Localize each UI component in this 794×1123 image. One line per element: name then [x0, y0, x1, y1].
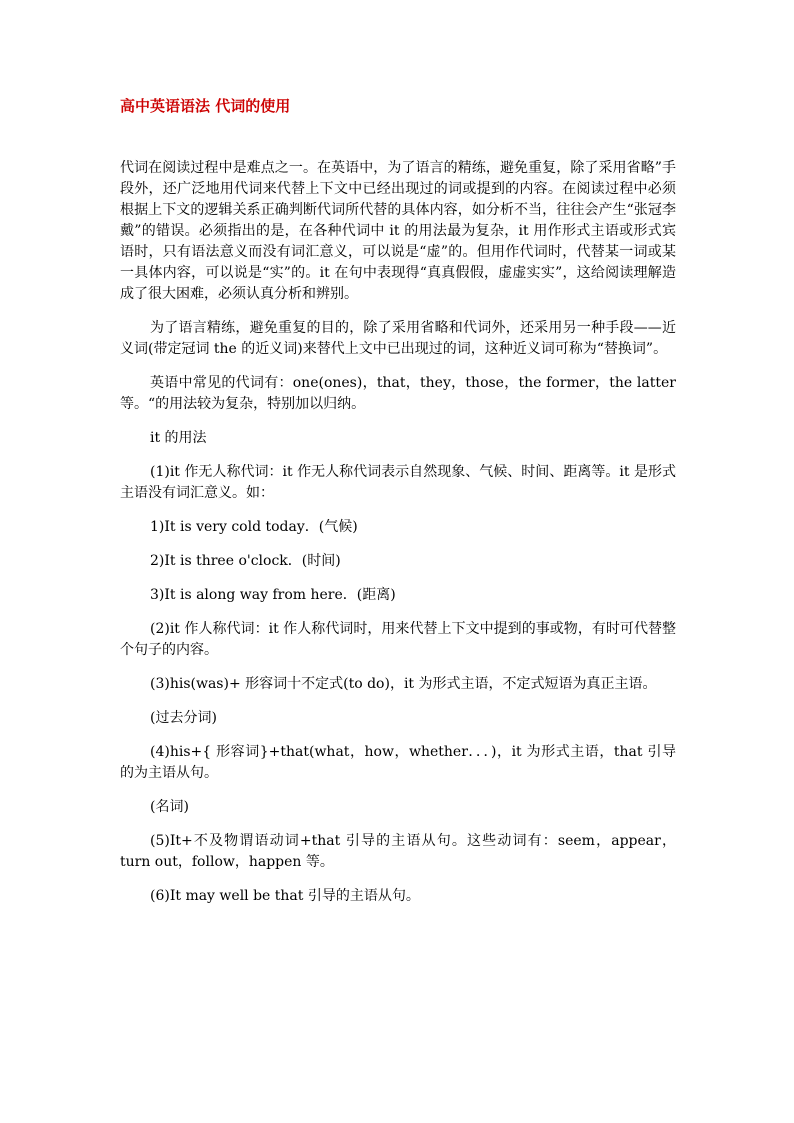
rule-3-note: (过去分词) — [150, 710, 217, 726]
example-1: 1)It is very cold today．(气候) — [150, 519, 358, 535]
rule-5-paragraph: (5)It+不及物谓语动词+that 引导的主语从句。这些动词有：seem，appear，turn out，follow，happen 等。 — [120, 833, 676, 870]
rule-6-paragraph: (6)It may well be that 引导的主语从句。 — [150, 888, 420, 904]
rule-2-paragraph: (2)it 作人称代词：it 作人称代词时，用来代替上下文中提到的事或物，有时可代替整个句子的内容。 — [120, 621, 676, 658]
example-2: 2)It is three o'clock．(时间) — [150, 553, 341, 569]
document-title: 高中英语语法 代词的使用 — [120, 97, 291, 115]
intro-paragraph: 代词在阅读过程中是难点之一。在英语中，为了语言的精练，避免重复，除了采用省略”手段外，还广泛地用代词来代替上下文中已经出现过的词或提到的内容。在阅读过程中必须根据上下文的逻辑关系正确判断代词所代替的具体内容，如分析不当，往往会产生“张冠李戴”的错误。必须指出的是，在各种代词中 it 的用法最为复杂，it 用作形式主语或形式宾语时，只有语法意义而没有词汇意义，可以说是“虚”的。但用作代词时，代替某一词或某一具体内容，可以说是“实”的。it 在句中表现得“真真假假，虚虚实实”，这给阅读理解造成了很大困难，必须认真分析和辨别。 — [120, 160, 676, 302]
rule-4-note: (名词) — [150, 799, 189, 815]
example-3: 3)It is along way from here．(距离) — [150, 587, 396, 603]
rule-4-paragraph: (4)his+{ 形容词}+that(what，how，whether．．．)，it 为形式主语，that 引导的为主语从句。 — [120, 744, 676, 781]
rule-3-paragraph: (3)his(was)+ 形容词十不定式(to do)，it 为形式主语，不定式短语为真正主语。 — [150, 676, 657, 692]
common-pronouns-paragraph: 英语中常见的代词有：one(ones)，that，they，those，the former，the latter 等。“的用法较为复杂，特别加以归纳。 — [120, 375, 676, 412]
section-heading-it-usage: it 的用法 — [150, 430, 207, 446]
document-page — [120, 94, 676, 920]
rule-1-paragraph: (1)it 作无人称代词：it 作无人称代词表示自然现象、气候、时间、距离等。it 是形式主语没有词汇意义。如： — [120, 464, 676, 501]
synonym-paragraph: 为了语言精练，避免重复的目的，除了采用省略和代词外，还采用另一种手段——近义词(带定冠词 the 的近义词)来替代上文中已出现过的词，这种近义词可称为“替换词”。 — [120, 320, 676, 357]
